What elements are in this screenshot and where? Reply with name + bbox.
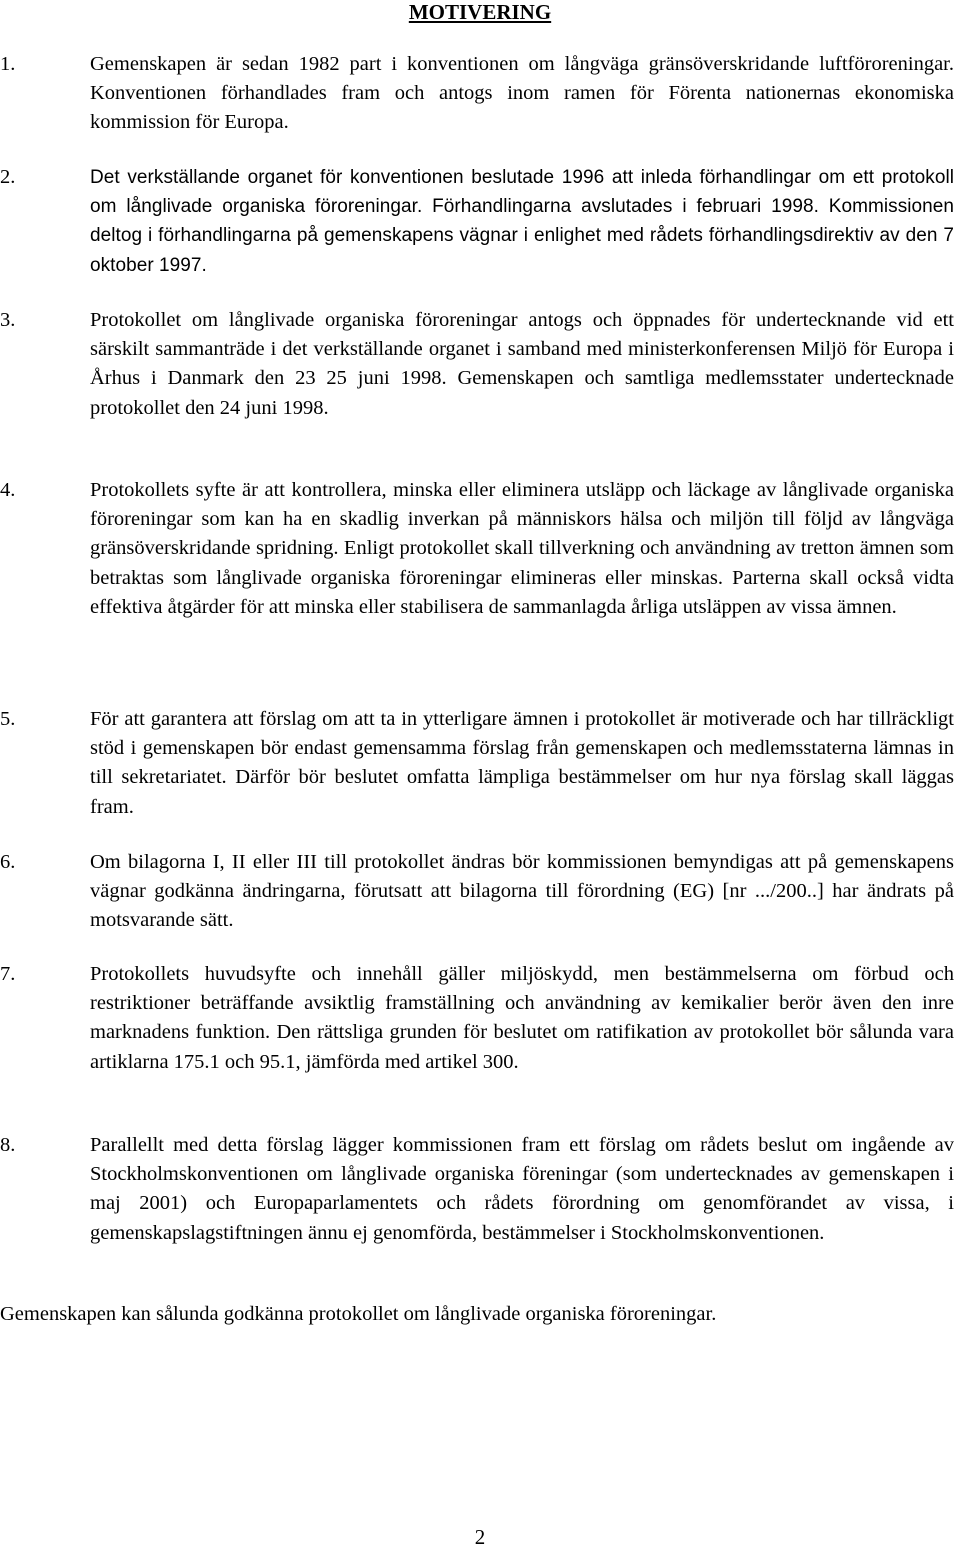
paragraph-text: Parallellt med detta förslag lägger kommissionen fram ett förslag om rådets beslut om ingående av Stockholmskonventionen om långlivade organiska föreningar (som undertecknades av gemenskapen i maj 2001) och Europaparlamentets och rådets förordning om genomförandet av vissa, i gemenskapslagstiftningen ännu ej genomförda, bestämmelser i Stockholmskonventionen. (90, 1134, 954, 1244)
paragraph-text: Om bilagorna I, II eller III till protokollet ändras bör kommissionen bemyndigas att på gemenskapens vägnar godkänna ändringarna, förutsatt att bilagorna till förordning (EG) [nr .../200..] har ändrats på motsvarande sätt. (90, 851, 954, 932)
paragraph-number: 7. (0, 963, 16, 985)
paragraph-text: Protokollet om långlivade organiska föroreningar antogs och öppnades för undertecknande vid ett särskilt sammanträde i det verkställande organet i samband med ministerkonferensen Miljö för Europa i Århus i Danmark den 23 25 juni 1998. Gemenskapen och samtliga medlemsstater undertecknade protokollet den 24 juni 1998. (90, 309, 954, 419)
paragraph-number: 4. (0, 479, 16, 501)
paragraph-number: 2. (0, 166, 16, 188)
paragraph-number: 5. (0, 708, 16, 730)
paragraph-number: 3. (0, 309, 16, 331)
paragraph-text: Protokollets syfte är att kontrollera, minska eller eliminera utsläpp och läckage av långlivade organiska föroreningar som kan ha en skadlig inverkan på människors hälsa och miljön till följd av långväga gränsöverskridande spridning. Enligt protokollet skall tillverkning och användning av tretton ämnen som betraktas som långlivade organiska föroreningar elimineras eller minskas. Parterna skall också vidta effektiva åtgärder för att minska eller stabilisera de sammanlagda årliga utsläppen av vissa ämnen. (90, 479, 954, 618)
paragraph-text: För att garantera att förslag om att ta in ytterligare ämnen i protokollet är motiverade och har tillräckligt stöd i gemenskapen bör endast gemensamma förslag från gemenskapen och medlemsstaterna lämnas in till sekretariatet. Därför bör beslutet omfatta lämpliga bestämmelser om hur nya förslag skall läggas fram. (90, 708, 954, 818)
paragraph-text: Det verkställande organet för konventionen beslutade 1996 att inleda förhandlingar om ett protokoll om långlivade organiska föroreningar. Förhandlingarna avslutades i februari 1998. Kommissionen deltog i förhandlingarna på gemenskapens vägnar i enlighet med rådets förhandlingsdirektiv av den 7 oktober 1997. (90, 167, 954, 276)
conclusion-text: Gemenskapen kan sålunda godkänna protokollet om långlivade organiska föroreningar. (0, 1303, 717, 1325)
paragraph-number: 6. (0, 851, 16, 873)
paragraph-text: Gemenskapen är sedan 1982 part i konventionen om långväga gränsöverskridande luftföroreningar. Konventionen förhandlades fram och antogs inom ramen för Förenta nationernas ekonomiska kommission för Europa. (90, 53, 954, 134)
paragraph-number: 1. (0, 53, 16, 75)
paragraph-number: 8. (0, 1134, 16, 1156)
document-heading: MOTIVERING (408, 0, 552, 24)
page-number: 2 (474, 1525, 486, 1549)
paragraph-text: Protokollets huvudsyfte och innehåll gäller miljöskydd, men bestämmelserna om förbud och restriktioner beträffande avsiktlig framställning och användning av kemikalier berör även den inre marknadens funktion. Den rättsliga grunden för beslutet om ratifikation av protokollet bör sålunda vara artiklarna 175.1 och 95.1, jämförda med artikel 300. (90, 963, 954, 1073)
